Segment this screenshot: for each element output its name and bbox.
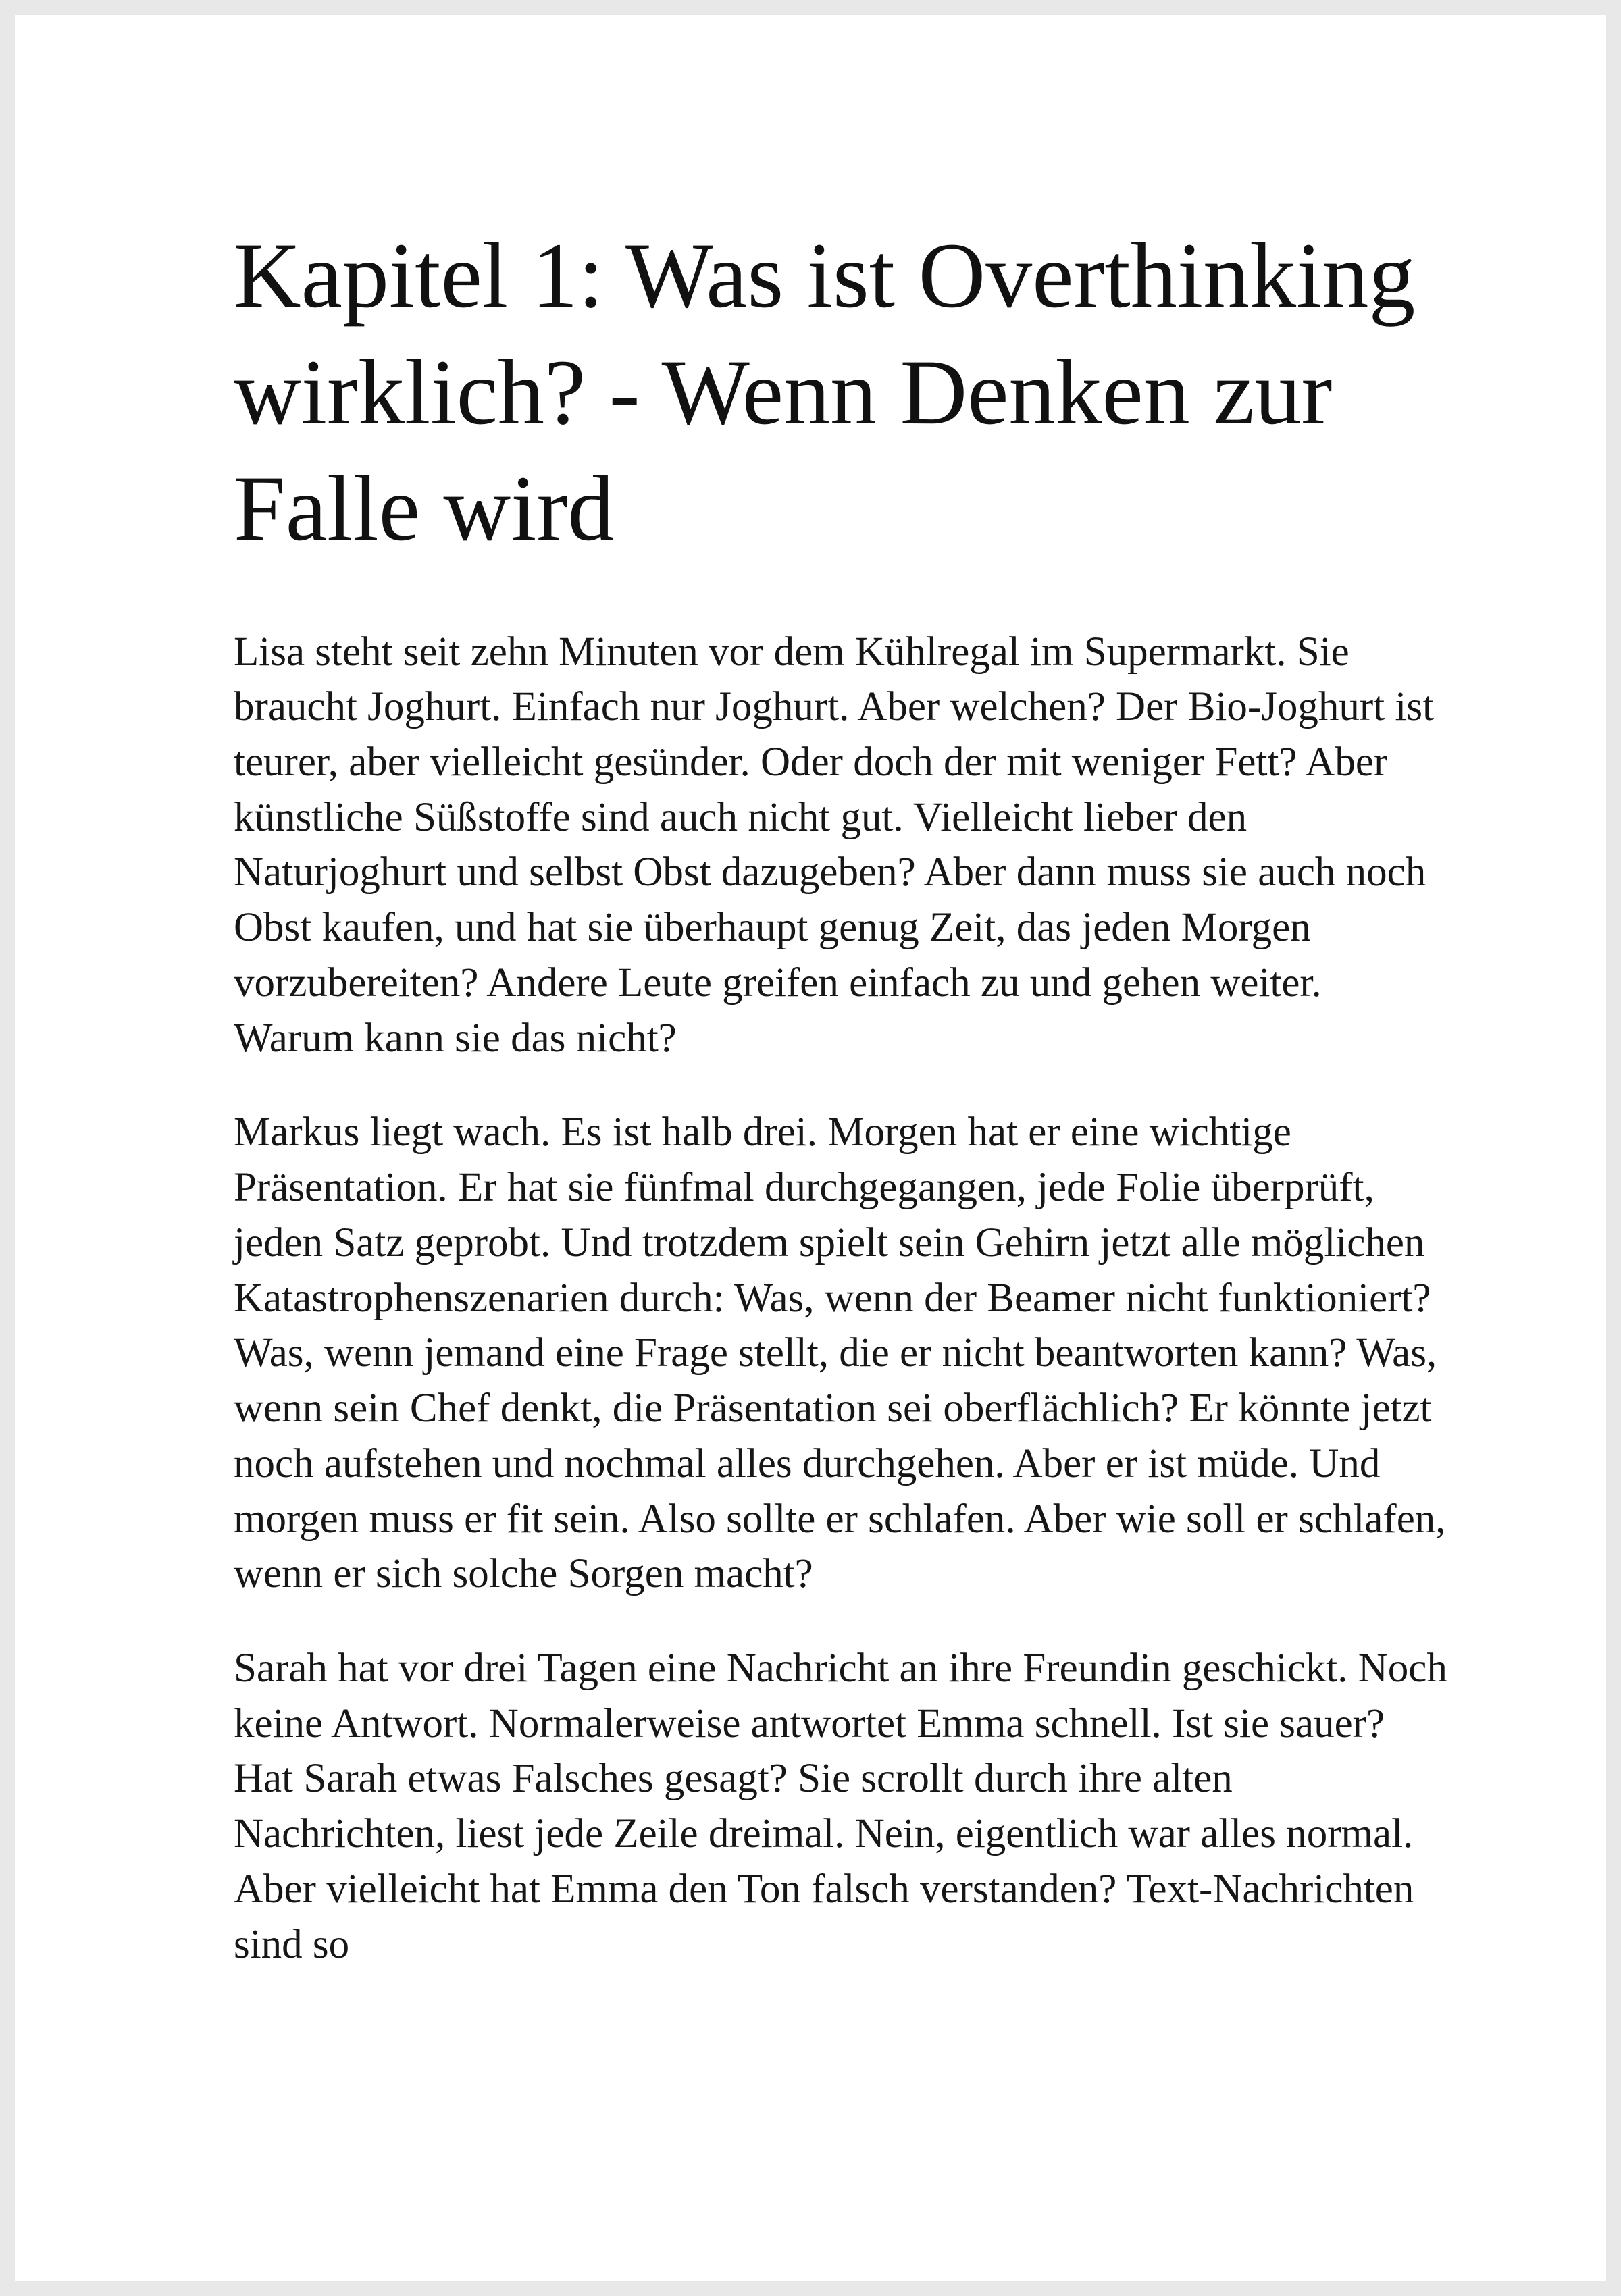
chapter-title-line-1: Kapitel 1: Was ist Overthinking bbox=[234, 224, 1416, 327]
chapter-title-line-3: Falle wird bbox=[234, 456, 615, 560]
chapter-title-line-2: wirklich? - Wenn Denken zur bbox=[234, 340, 1333, 444]
book-page bbox=[15, 15, 1606, 2281]
paragraph-sarah: Sarah hat vor drei Tagen eine Nachricht an ihre Freundin geschickt. Noch keine Antwort. Normalerweise antwortet Emma schnell. Ist sie sauer? Hat Sarah etwas Falsches gesagt? Sie scrollt durch ihre alten Nachrichten, liest jede Zeile dreimal. Nein, eigentlich war alles normal. Aber vielleicht hat Emma den Ton falsch verstanden? Text-Nachrichten sind so bbox=[234, 1645, 1447, 1967]
paragraph-markus: Markus liegt wach. Es ist halb drei. Morgen hat er eine wichtige Präsentation. Er hat sie fünfmal durchgegangen, jede Folie überprüft, jeden Satz geprobt. Und trotzdem spielt sein Gehirn jetzt alle möglichen Katastrophenszenarien durch: Was, wenn der Beamer nicht funktioniert? Was, wenn jemand eine Frage stellt, die er nicht beantworten kann? Was, wenn sein Chef denkt, die Präsentation sei oberflächlich? Er könnte jetzt noch aufstehen und nochmal alles durchgehen. Aber er ist müde. Und morgen muss er fit sein. Also sollte er schlafen. Aber wie soll er schlafen, wenn er sich solche Sorgen macht? bbox=[234, 1110, 1446, 1597]
paragraph-lisa: Lisa steht seit zehn Minuten vor dem Kühlregal im Supermarkt. Sie braucht Joghurt. Einfach nur Joghurt. Aber welchen? Der Bio-Joghurt ist teurer, aber vielleicht gesünder. Oder doch der mit weniger Fett? Aber künstliche Süßstoffe sind auch nicht gut. Vielleicht lieber den Naturjoghurt und selbst Obst dazugeben? Aber dann muss sie auch noch Obst kaufen, und hat sie überhaupt genug Zeit, das jeden Morgen vorzubereiten? Andere Leute greifen einfach zu und gehen weiter. Warum kann sie das nicht? bbox=[234, 629, 1435, 1061]
chapter-title bbox=[234, 217, 1449, 567]
chapter-content bbox=[234, 217, 1449, 1972]
